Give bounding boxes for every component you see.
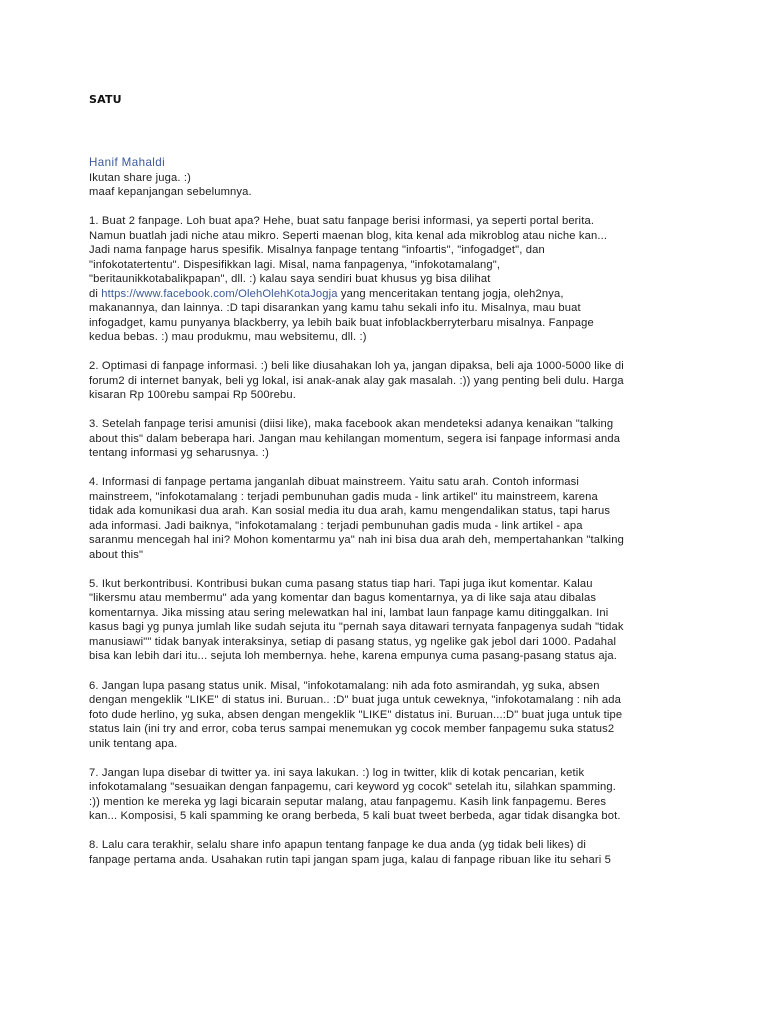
text-line: unik tentang apa.	[89, 737, 178, 750]
text-line: Jadi nama fanpage harus spesifik. Misalnya fanpage tentang "infoartis", "infogadget", dan	[89, 244, 545, 257]
text-line: bisa kan lebih dari itu... sejuta loh membernya. hehe, karena empunya cuma pasang-pasang status aja.	[89, 650, 618, 663]
paragraph-8	[89, 838, 689, 867]
author-name[interactable]: Hanif Mahaldi	[89, 156, 166, 169]
text-line: ada informasi. Jadi baiknya, "infokotamalang : terjadi pembunuhan gadis muda - link artikel - apa	[89, 519, 583, 532]
intro-block	[89, 156, 689, 200]
facebook-page-link[interactable]: https://www.facebook.com/OlehOlehKotaJogja	[101, 287, 338, 300]
text-line: fanpage pertama anda. Usahakan rutin tapi jangan spam juga, kalau di fanpage ribuan like itu sehari 5	[89, 853, 612, 866]
text-line: saranmu mencegah hal ini? Mohon komentarmu ya" nah ini bisa dua arah deh, mempertahankan "talking	[89, 534, 624, 547]
text-line: kasus bagi yg punya jumlah like sudah sejuta itu "pernah saya ditawari ternyata fanpagenya sudah "tidak	[89, 621, 624, 634]
link-prefix: di	[89, 287, 102, 300]
text-line: 4. Informasi di fanpage pertama janganlah dibuat mainstreem. Yaitu satu arah. Contoh informasi	[89, 476, 580, 489]
text-line: 1. Buat 2 fanpage. Loh buat apa? Hehe, buat satu fanpage berisi informasi, ya seperti portal berita.	[89, 215, 595, 228]
paragraph-5	[89, 577, 689, 664]
text-line: Ikutan share juga. :)	[89, 171, 192, 184]
section-heading: SATU	[89, 93, 122, 106]
text-line: 5. Ikut berkontribusi. Kontribusi bukan cuma pasang status tiap hari. Tapi juga ikut komentar. Kalau	[89, 577, 593, 590]
text-line: forum2 di internet banyak, beli yg lokal, isi anak-anak alay gak masalah. :)) yang penting beli dulu. Harga	[89, 374, 624, 387]
text-line: foto dude herlino, yg suka, absen dengan mengeklik "LIKE" distatus ini. Buruan...:D" buat juga untuk tipe	[89, 708, 623, 721]
text-line: Namun buatlah jadi niche atau mikro. Seperti maenan blog, kita kenal ada mikroblog atau niche kan...	[89, 229, 608, 242]
text-line: "likersmu atau membermu" ada yang komentar dan bagus komentarnya, ya di like saja atau dibalas	[89, 592, 597, 605]
text-line: maaf kepanjangan sebelumnya.	[89, 186, 252, 198]
paragraph-1	[89, 214, 689, 345]
text-line: 7. Jangan lupa disebar di twitter ya. ini saya lakukan. :) log in twitter, klik di kotak pencarian, ketik	[89, 766, 585, 779]
text-line: 2. Optimasi di fanpage informasi. :) beli like diusahakan loh ya, jangan dipaksa, beli aja 1000-5000 like di	[89, 360, 624, 373]
text-line: komentarnya. Jika missing atau sering melewatkan hal ini, lambat laun fanpage kamu ditinggalkan. Ini	[89, 606, 609, 619]
text-line: manusiawi"" tidak banyak interaksinya, setiap di pasang status, yg ngelike gak jebol dari 1000. Padahal	[89, 635, 617, 648]
text-line: "beritaunikkotabalikpapan", dll. :) kalau saya sendiri buat khusus yg bisa dilihat	[89, 273, 491, 286]
text-line: :)) mention ke mereka yg lagi bicarain seputar malang, atau fanpagemu. Kasih link fanpagemu. Beres	[89, 795, 607, 808]
text-line: 6. Jangan lupa pasang status unik. Misal, "infokotamalang: nih ada foto asmirandah, yg suka, absen	[89, 679, 600, 692]
text-line: 3. Setelah fanpage terisi amunisi (diisi like), maka facebook akan mendeteksi adanya kenaikan "talking	[89, 418, 614, 431]
text-line-with-link	[89, 287, 689, 302]
paragraph-7	[89, 766, 689, 824]
text-line: infogadget, kamu punyanya blackberry, ya lebih baik buat infoblackberryterbaru misalnya. Fanpage	[89, 316, 594, 329]
text-line: status lain (ini try and error, coba terus sampai menemukan yg cocok member fanpagemu suka status2	[89, 723, 615, 736]
text-line: kan... Komposisi, 5 kali spamming ke orang berbeda, 5 kali buat tweet berbeda, agar tidak disangka bot.	[89, 810, 621, 823]
text-line: kedua bebas. :) mau produkmu, mau websitemu, dll. :)	[89, 331, 367, 344]
text-line: mainstreem, "infokotamalang : terjadi pembunuhan gadis muda - link artikel" itu mainstreem, karena	[89, 490, 598, 503]
text-line: dengan mengeklik "LIKE" di status ini. Buruan.. :D" buat juga untuk ceweknya, "infokotamalang : nih ada	[89, 694, 621, 707]
text-line: tidak ada komunikasi dua arah. Kan sosial media itu dua arah, kamu mengendalikan status, tapi harus	[89, 505, 611, 518]
text-line: about this"	[89, 548, 144, 561]
paragraph-6	[89, 679, 689, 752]
text-line: about this" dalam beberapa hari. Jangan mau kehilangan momentum, segera isi fanpage informasi anda	[89, 432, 621, 445]
paragraph-4	[89, 475, 689, 562]
link-suffix: yang menceritakan tentang jogja, oleh2nya,	[337, 287, 564, 300]
text-line: infokotamalang "sesuaikan dengan fanpagemu, cari keyword yg cocok" setelah itu, silahkan spamming.	[89, 781, 616, 794]
text-line: 8. Lalu cara terakhir, selalu share info apapun tentang fanpage ke dua anda (yg tidak beli likes) di	[89, 839, 587, 852]
text-line: makanannya, dan lainnya. :D tapi disarankan yang kamu tahu sekali info itu. Misalnya, mau buat	[89, 302, 581, 315]
paragraph-3	[89, 417, 689, 461]
text-line: kisaran Rp 100rebu sampai Rp 500rebu.	[89, 389, 297, 402]
text-line: "infokotatertentu". Dispesifikkan lagi. Misal, nama fanpagenya, "infokotamalang",	[89, 258, 501, 271]
text-line: tentang informasi yg seharusnya. :)	[89, 447, 269, 460]
paragraph-2	[89, 359, 689, 403]
post-content	[89, 156, 689, 882]
